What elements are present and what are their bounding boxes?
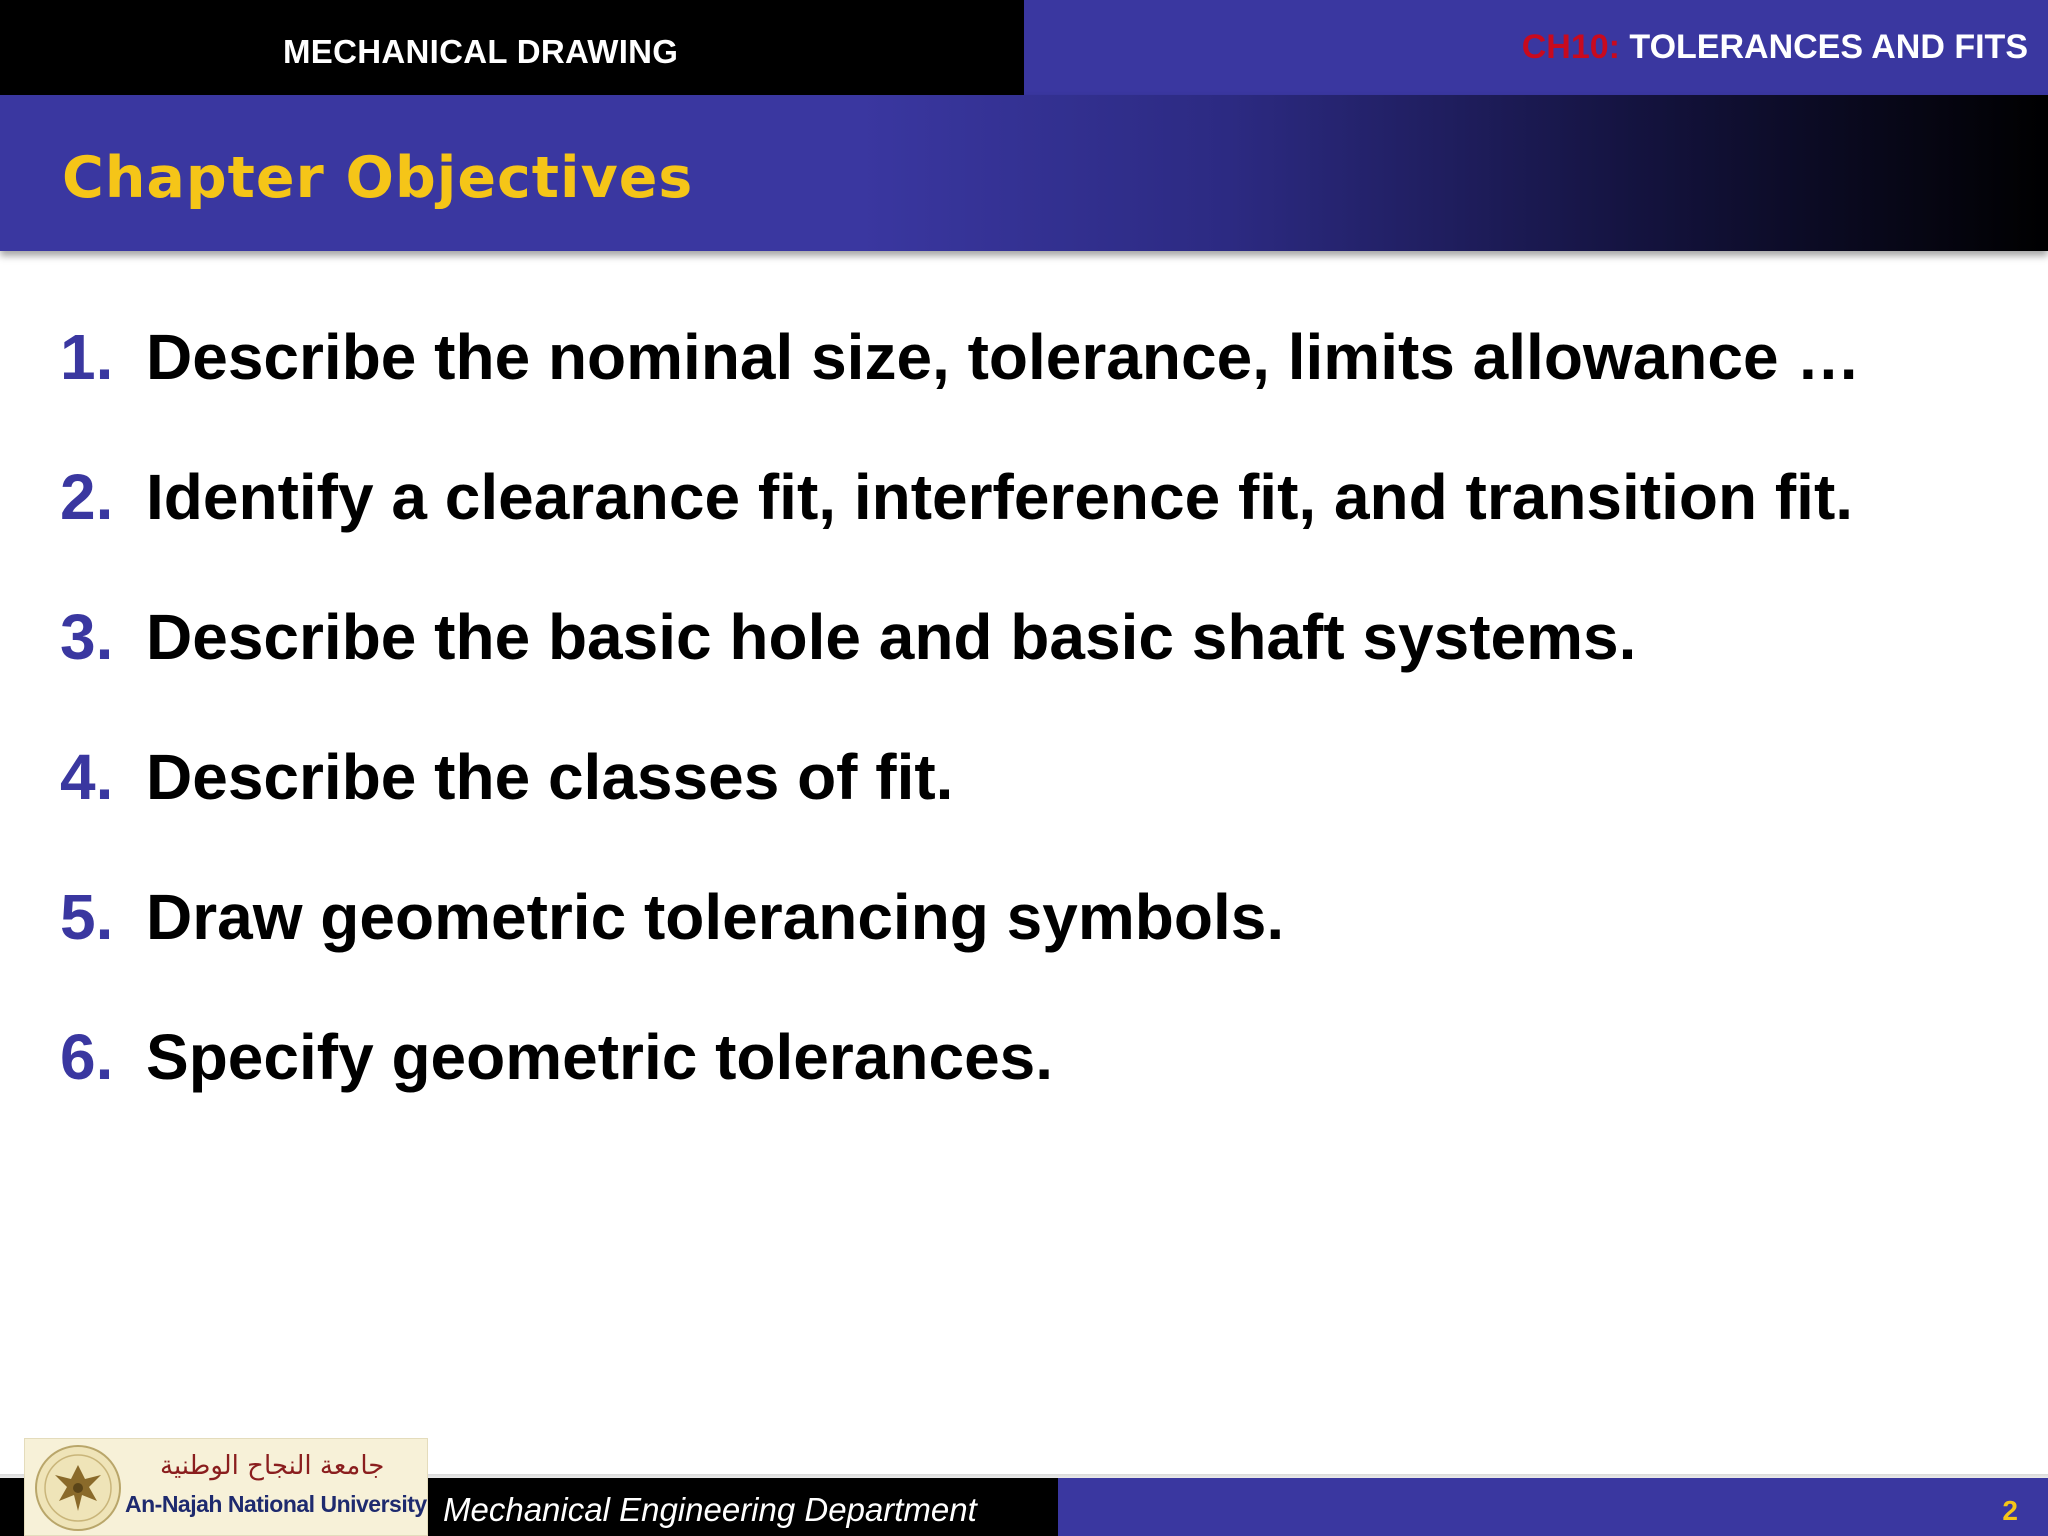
objective-item xyxy=(60,600,2020,740)
objective-item xyxy=(60,880,2020,1020)
objective-item xyxy=(60,1020,2020,1160)
objective-number: 5. xyxy=(60,881,114,953)
header-right-bar xyxy=(1024,0,2048,95)
chapter-name: TOLERANCES AND FITS xyxy=(1629,28,2028,66)
logo-english-text: An-Najah National University xyxy=(125,1491,427,1517)
page-number: 2 xyxy=(2002,1495,2018,1526)
chapter-code: CH10: xyxy=(1521,28,1620,66)
footer-right-bar xyxy=(1058,1478,2048,1536)
logo-arabic-text: جامعة النجاح الوطنية xyxy=(160,1451,385,1481)
slide-title: Chapter Objectives xyxy=(62,145,694,211)
objective-item xyxy=(60,460,2020,600)
objective-text: Draw geometric tolerancing symbols. xyxy=(146,881,1285,953)
objective-number: 3. xyxy=(60,601,114,673)
objective-text: Specify geometric tolerances. xyxy=(146,1021,1054,1093)
header-left-bar xyxy=(0,0,1024,95)
objective-text: Describe the basic hole and basic shaft systems. xyxy=(146,601,1637,673)
title-band xyxy=(0,95,2048,251)
university-seal-icon xyxy=(33,1443,123,1533)
objective-item xyxy=(60,740,2020,880)
objective-text: Identify a clearance fit, interference fit, and transition fit. xyxy=(146,461,1854,533)
department-name: Mechanical Engineering Department xyxy=(443,1491,977,1528)
objective-number: 4. xyxy=(60,741,114,813)
chapter-tag xyxy=(1522,28,2028,67)
objective-item xyxy=(60,320,2020,460)
objectives-list xyxy=(60,320,2020,1160)
objective-number: 6. xyxy=(60,1021,114,1093)
objective-text: Describe the nominal size, tolerance, limits allowance … xyxy=(146,321,1861,393)
objective-number: 1. xyxy=(60,321,114,393)
course-title: MECHANICAL DRAWING xyxy=(283,33,679,70)
objective-text: Describe the classes of fit. xyxy=(146,741,954,813)
university-logo xyxy=(24,1438,428,1536)
objective-number: 2. xyxy=(60,461,114,533)
